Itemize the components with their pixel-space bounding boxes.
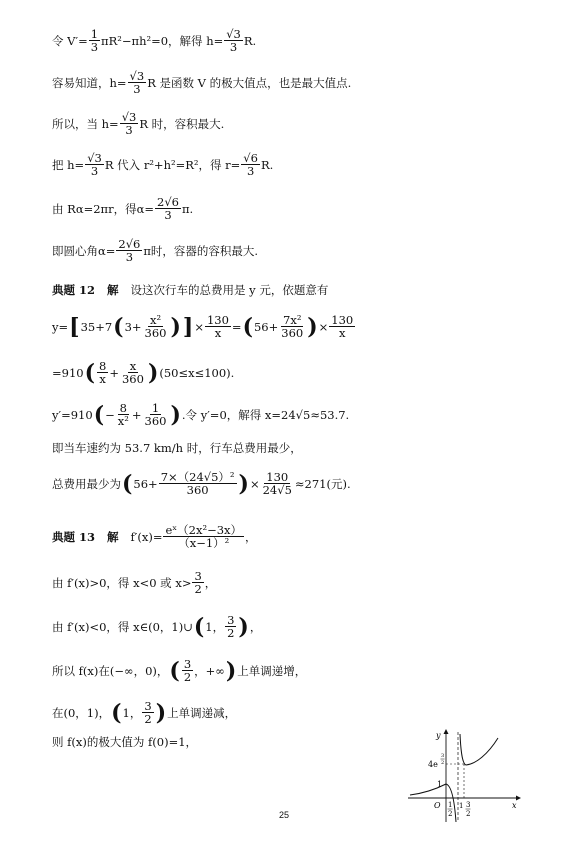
text: × [194,319,204,334]
tick-label-4e: 4e [428,760,438,769]
text: 由 f′(x)>0，得 x<0 或 x> [52,575,192,590]
denominator: 2 [227,626,235,641]
numerator: √6 [243,151,258,165]
denominator: 360 [121,372,144,387]
fraction [85,152,104,177]
fraction [120,111,139,136]
tick-label-4e-exp-den: 2 [441,760,445,766]
text: R 代入 r²+h²=R²，得 r= [104,157,241,172]
denominator: 3 [133,82,141,97]
text: ，+∞ [194,663,225,678]
text: πR²−πh²=0，解得 h= [101,33,224,48]
line-alpha [52,196,193,221]
text: ， [249,619,262,634]
paren-open: ( [242,313,253,340]
x-tick-3-2-den: 2 [466,810,471,818]
denominator: x [99,372,106,387]
paren-close: ) [238,613,249,640]
line-increasing-intervals [52,658,306,683]
text: 即当车速约为 53.7 km/h 时，行车总费用最少， [52,441,302,455]
x-tick-1: 1 [459,802,464,810]
text: ， [245,529,257,544]
paren-close: ) [307,313,318,340]
numerator: 8 [119,401,127,415]
line-cost-function [52,314,356,339]
text: R 是函数 V 的极大值点，也是最大值点. [147,75,352,90]
text: 总费用最少为 [52,476,121,491]
paren-open: ( [193,613,205,640]
paren-open: ( [113,313,124,340]
line-problem-12-heading [52,282,328,298]
text: 56+ [133,476,158,491]
line-central-angle [52,238,258,263]
line-local-max [52,734,197,750]
text: 则 f(x)的极大值为 f(0)=1， [52,735,198,749]
text: 上单调递增， [237,663,307,678]
x-tick-3-2-num: 3 [466,801,471,809]
problem-label: 典题 13 [52,529,96,544]
denominator: 360 [281,326,304,341]
denominator: 2 [144,712,152,727]
text: + [131,407,142,422]
line-substitute-h [52,152,273,177]
numerator: √3 [121,110,137,124]
text: 56+ [253,319,279,334]
paren-close: ) [170,401,181,428]
paren-open: ( [84,359,96,386]
denominator: 360 [186,483,209,498]
paren-open: ( [93,401,105,428]
text: π时，容器的容积最大. [143,243,259,258]
problem-label: 典题 12 [52,283,96,297]
origin-label: O [434,801,441,810]
line-volume-max [52,111,224,136]
line-derivative [52,402,349,427]
text: 设这次行车的总费用是 y 元，依题意有 [130,283,329,297]
line-min-cost [52,471,351,496]
text: π. [181,201,194,216]
page-number: 25 [278,810,289,820]
text: 令 V′= [52,33,88,48]
denominator: 360 [144,326,167,341]
text: R 时，容积最大. [139,116,225,131]
numerator: eˣ（2x²−3x） [165,523,243,537]
paren-close: ) [225,657,237,684]
paren-open: ( [169,657,180,684]
text: 由 f′(x)<0，得 x∈(0，1)∪ [52,619,193,634]
x-tick-half-num: 1 [448,801,453,809]
denominator: 2 [194,582,202,597]
text: (50≤x≤100). [159,365,235,380]
paren-close: ) [155,699,167,726]
text: × [318,319,329,334]
denominator: 3 [164,208,172,223]
text: ， [204,575,217,590]
text: 1， [205,619,225,634]
fraction [120,360,146,385]
fraction [143,314,169,339]
text: = [231,319,242,334]
numerator: 7×（24√5）² [160,470,235,484]
text: R. [260,157,274,172]
fraction [142,700,153,725]
fraction [163,524,244,549]
line-cost-simplified [52,360,234,385]
text: 35+7 [80,319,113,334]
fraction [182,658,193,683]
fraction [97,360,108,385]
numerator: 130 [331,313,354,327]
fraction [279,314,305,339]
fraction [116,402,131,427]
text: 1， [122,705,142,720]
denominator: 2 [183,670,192,685]
text: 把 h= [52,157,85,172]
text: .令 y′=0，解得 x=24√5≈53.7. [181,407,350,422]
numerator: 1 [90,27,99,41]
denominator: 24√5 [262,483,292,498]
denominator: x² [117,414,129,429]
line-decreasing-condition [52,614,261,639]
x-tick-half-den: 2 [448,810,453,818]
text: 3+ [124,319,142,334]
text: R. [243,33,257,48]
line-max-point [52,70,351,95]
fraction [155,196,181,221]
text: ≈271(元). [294,476,351,491]
text: × [249,476,260,491]
numerator: x² [149,313,162,327]
line-problem-13-heading [52,524,257,549]
text: 所以 f(x)在(−∞，0)， [52,663,169,678]
denominator: 360 [144,414,167,429]
fraction [241,152,260,177]
tick-label-1: 1 [437,780,443,789]
numerator: 3 [183,657,192,671]
denominator: 3 [90,40,99,55]
fraction [224,28,243,53]
denominator: 3 [125,123,133,138]
numerator: 7x² [283,313,302,327]
line-decreasing-intervals [52,700,236,725]
text: − [105,407,115,422]
paren-open: ( [111,699,122,726]
bracket-close: ] [182,313,194,340]
text: 容易知道，h= [52,75,127,90]
text: + [109,365,119,380]
numerator: √3 [129,69,145,83]
denominator: 3 [125,250,134,265]
fraction [116,238,142,263]
numerator: 1 [151,401,160,415]
line-increasing-condition [52,570,216,595]
curve-right-branch [460,734,498,765]
text: 即圆心角α= [52,243,116,258]
solution-label: 解 [107,283,119,297]
numerator: 2√6 [118,237,141,251]
bracket-open: [ [69,313,80,340]
paren-close: ) [238,470,249,497]
denominator: （x−1）² [178,536,230,551]
y-axis-label: y [436,731,441,740]
paren-close: ) [147,359,159,386]
fraction [205,314,231,339]
paren-close: ) [170,313,181,340]
numerator: 130 [206,313,229,327]
fraction [261,471,294,496]
denominator: 3 [246,164,255,179]
numerator: √3 [226,27,241,41]
numerator: 2√6 [157,195,179,209]
tick-label-4e-exp-num: 3 [441,753,445,759]
x-axis-arrow [516,796,521,801]
text: y′=910 [52,407,93,422]
fraction [128,70,147,95]
text: 由 Rα=2πr，得α= [52,201,154,216]
text: 在(0，1)， [52,705,111,720]
line-speed-result [52,440,302,456]
numerator: √3 [87,151,102,165]
denominator: x [214,326,222,341]
fraction [89,28,100,53]
paren-open: ( [122,470,133,497]
y-axis-arrow [444,729,449,734]
text: 所以，当 h= [52,116,119,131]
fraction [329,314,355,339]
fraction [159,471,237,496]
numerator: 3 [227,613,235,627]
numerator: 3 [194,569,202,583]
text: =910 [52,365,84,380]
denominator: x [339,326,346,341]
fraction [143,402,169,427]
numerator: 8 [99,359,107,373]
denominator: 3 [229,40,238,55]
line-vprime-zero [52,28,256,53]
fraction [192,570,203,595]
text: y= [52,319,69,334]
text: 上单调递减， [167,705,237,720]
fraction [225,614,236,639]
denominator: 3 [90,164,99,179]
solution-label: 解 [107,529,119,544]
numerator: x [129,359,137,373]
x-axis-label: x [512,801,517,810]
text: f′(x)= [130,529,163,544]
numerator: 130 [266,470,289,484]
numerator: 3 [144,699,152,713]
